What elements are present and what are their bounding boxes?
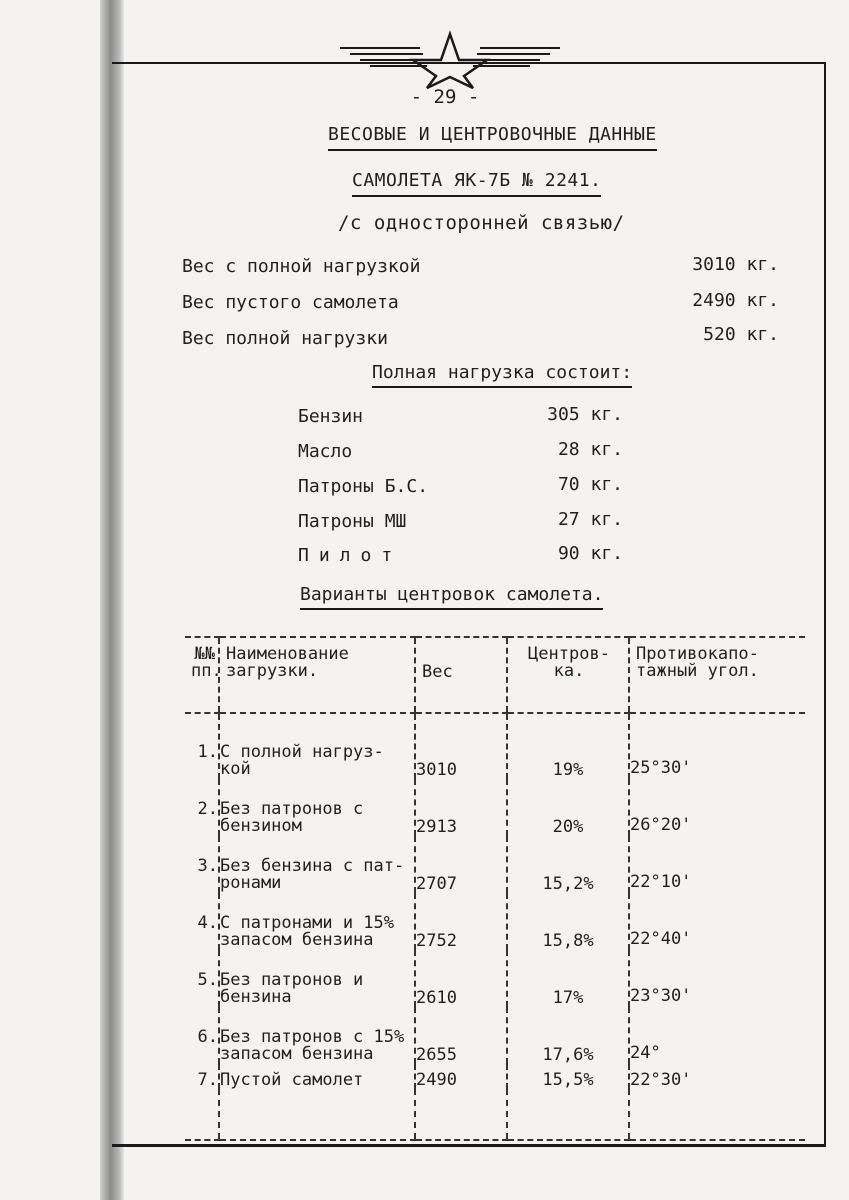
row-name: Без патронов с бензином: [219, 779, 415, 836]
load-item-value: 90 кг.: [557, 543, 623, 564]
row-angle: 22°40': [629, 893, 805, 950]
row-name: Без патронов с 15% запасом бензина: [219, 1007, 415, 1064]
row-number: 3.: [197, 856, 218, 876]
row-weight: 2655: [415, 1007, 507, 1064]
variants-heading: Варианты центровок самолета.: [300, 584, 603, 610]
row-weight: 3010: [415, 713, 507, 779]
table-row: [185, 836, 805, 893]
row-weight: 2752: [415, 893, 507, 950]
row-angle: 22°10': [629, 836, 805, 893]
row-cg: 17%: [507, 950, 629, 1007]
load-item-value: 70 кг.: [557, 474, 623, 495]
weight-label: Вес пустого самолета: [182, 292, 399, 313]
col-weight-header: Вес: [415, 637, 507, 713]
row-number: 5.: [197, 970, 218, 990]
row-number: 4.: [197, 913, 218, 933]
row-name: Без бензина с пат- ронами: [219, 836, 415, 893]
row-angle: 23°30': [629, 950, 805, 1007]
aircraft-title: САМОЛЕТА ЯК-7Б № 2241.: [352, 170, 601, 197]
load-item-label: Масло: [298, 441, 353, 462]
row-angle: 22°30': [629, 1064, 805, 1089]
row-cg: 15,2%: [507, 836, 629, 893]
col-cg-header: Центров- ка.: [507, 637, 629, 713]
load-item-value: 27 кг.: [557, 509, 623, 530]
table-row: [185, 779, 805, 836]
row-angle: 25°30': [629, 713, 805, 779]
load-heading: Полная нагрузка состоит:: [372, 362, 632, 388]
row-cg: 15,8%: [507, 893, 629, 950]
row-name: С полной нагруз- кой: [219, 713, 415, 779]
row-cg: 15,5%: [507, 1064, 629, 1089]
table-row: [185, 950, 805, 1007]
weight-value: 3010 кг.: [692, 254, 779, 275]
load-item-label: Патроны МШ: [298, 511, 407, 532]
load-item-label: Патроны Б.С.: [298, 476, 429, 497]
row-number: 6.: [197, 1027, 218, 1047]
cg-variants-table: [185, 636, 805, 1141]
row-name: Пустой самолет: [219, 1064, 415, 1089]
row-cg: 20%: [507, 779, 629, 836]
load-item-label: Бензин: [298, 406, 364, 427]
row-number: 7.: [197, 1070, 218, 1090]
row-name: С патронами и 15% запасом бензина: [219, 893, 415, 950]
weight-value: 520 кг.: [703, 324, 779, 345]
weight-value: 2490 кг.: [692, 290, 779, 311]
weight-label: Вес полной нагрузки: [182, 328, 388, 349]
table-row: [185, 893, 805, 950]
row-cg: 19%: [507, 713, 629, 779]
subtitle: /с односторонней связью/: [338, 212, 625, 234]
row-weight: 2610: [415, 950, 507, 1007]
table-row: [185, 713, 805, 779]
winged-star-emblem-icon: [335, 30, 565, 90]
load-item-label: Пилот: [298, 545, 403, 566]
row-number: 2.: [197, 799, 218, 819]
row-weight: 2707: [415, 836, 507, 893]
row-name: Без патронов и бензина: [219, 950, 415, 1007]
row-cg: 17,6%: [507, 1007, 629, 1064]
table-header-row: [185, 637, 805, 713]
col-name-header: Наименование загрузки.: [219, 637, 415, 713]
row-angle: 26°20': [629, 779, 805, 836]
row-angle: 24°: [629, 1007, 805, 1064]
col-angle-header: Противокапо- тажный угол.: [629, 637, 805, 713]
page-number: - 29 -: [410, 86, 480, 108]
table-row: [185, 1064, 805, 1089]
row-weight: 2913: [415, 779, 507, 836]
row-number: 1.: [197, 742, 218, 762]
load-item-value: 28 кг.: [557, 439, 623, 460]
page-title: ВЕСОВЫЕ И ЦЕНТРОВОЧНЫЕ ДАННЫЕ: [328, 124, 657, 151]
table-row: [185, 1007, 805, 1064]
row-weight: 2490: [415, 1064, 507, 1089]
table-end-row: [185, 1089, 805, 1140]
weight-label: Вес с полной нагрузкой: [182, 256, 421, 277]
load-item-value: 305 кг.: [547, 404, 623, 425]
col-num-header: №№ пп.: [185, 637, 219, 713]
